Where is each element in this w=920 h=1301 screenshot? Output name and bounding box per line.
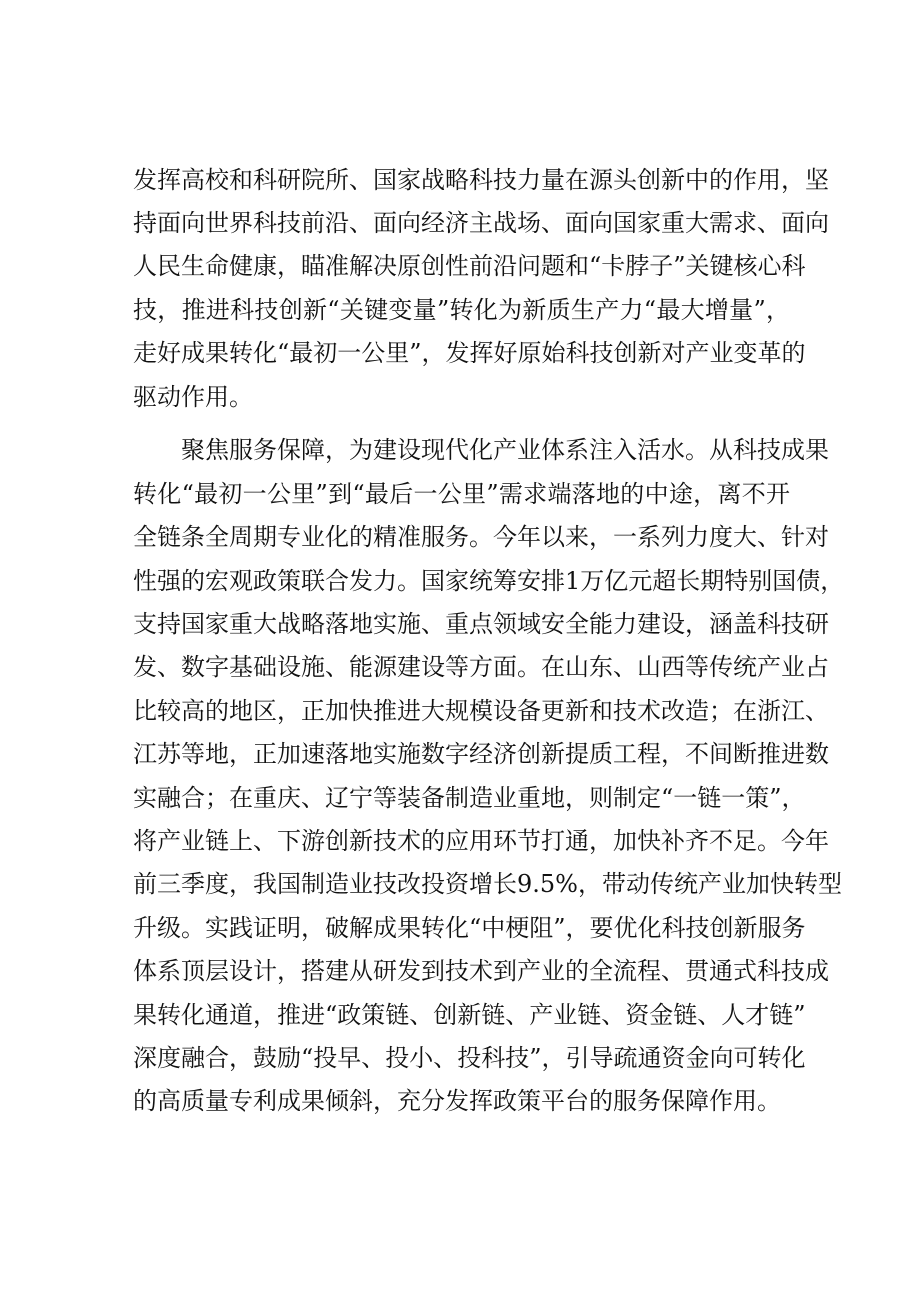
paragraph-2-line: 江苏等地，正加速落地实施数字经济创新提质工程，不间断推进数 xyxy=(133,740,829,768)
paragraph-2-line: 的高质量专利成果倾斜，充分发挥政策平台的服务保障作用。 xyxy=(133,1087,781,1115)
paragraph-2-line: 前三季度，我国制造业技改投资增长9.5%，带动传统产业加快转型 xyxy=(133,870,842,898)
paragraph-2-line: 果转化通道，推进“政策链、创新链、产业链、资金链、人才链” xyxy=(133,1001,806,1029)
paragraph-2-line: 升级。实践证明，破解成果转化“中梗阻”，要优化科技创新服务 xyxy=(133,914,806,942)
paragraph-2-line: 聚焦服务保障，为建设现代化产业体系注入活水。从科技成果 xyxy=(181,436,829,464)
paragraph-1-line: 驱动作用。 xyxy=(133,383,253,411)
paragraph-2-line: 发、数字基础设施、能源建设等方面。在山东、山西等传统产业占 xyxy=(133,653,829,681)
paragraph-2-line: 体系顶层设计，搭建从研发到技术到产业的全流程、贯通式科技成 xyxy=(133,957,829,985)
paragraph-2-line: 支持国家重大战略落地实施、重点领域安全能力建设，涵盖科技研 xyxy=(133,610,829,638)
paragraph-2-line: 性强的宏观政策联合发力。国家统筹安排1万亿元超长期特别国债， xyxy=(133,567,845,595)
paragraph-2-line: 实融合；在重庆、辽宁等装备制造业重地，则制定“一链一策”， xyxy=(133,784,806,812)
paragraph-1-line: 发挥高校和科研院所、国家战略科技力量在源头创新中的作用，坚 xyxy=(133,166,829,194)
paragraph-2-line: 转化“最初一公里”到“最后一公里”需求端落地的中途，离不开 xyxy=(133,480,790,508)
paragraph-1-line: 走好成果转化“最初一公里”，发挥好原始科技创新对产业变革的 xyxy=(133,339,806,367)
paragraph-2-line: 比较高的地区，正加快推进大规模设备更新和技术改造；在浙江、 xyxy=(133,697,829,725)
paragraph-1-line: 技，推进科技创新“关键变量”转化为新质生产力“最大增量”， xyxy=(133,296,790,324)
paragraph-1-line: 人民生命健康，瞄准解决原创性前沿问题和“卡脖子”关键核心科 xyxy=(133,252,806,280)
paragraph-2-line: 全链条全周期专业化的精准服务。今年以来，一系列力度大、针对 xyxy=(133,523,829,551)
paragraph-1-line: 持面向世界科技前沿、面向经济主战场、面向国家重大需求、面向 xyxy=(133,209,829,237)
paragraph-2-line: 将产业链上、下游创新技术的应用环节打通，加快补齐不足。今年 xyxy=(133,827,829,855)
paragraph-2-line: 深度融合，鼓励“投早、投小、投科技”，引导疏通资金向可转化 xyxy=(133,1044,806,1072)
